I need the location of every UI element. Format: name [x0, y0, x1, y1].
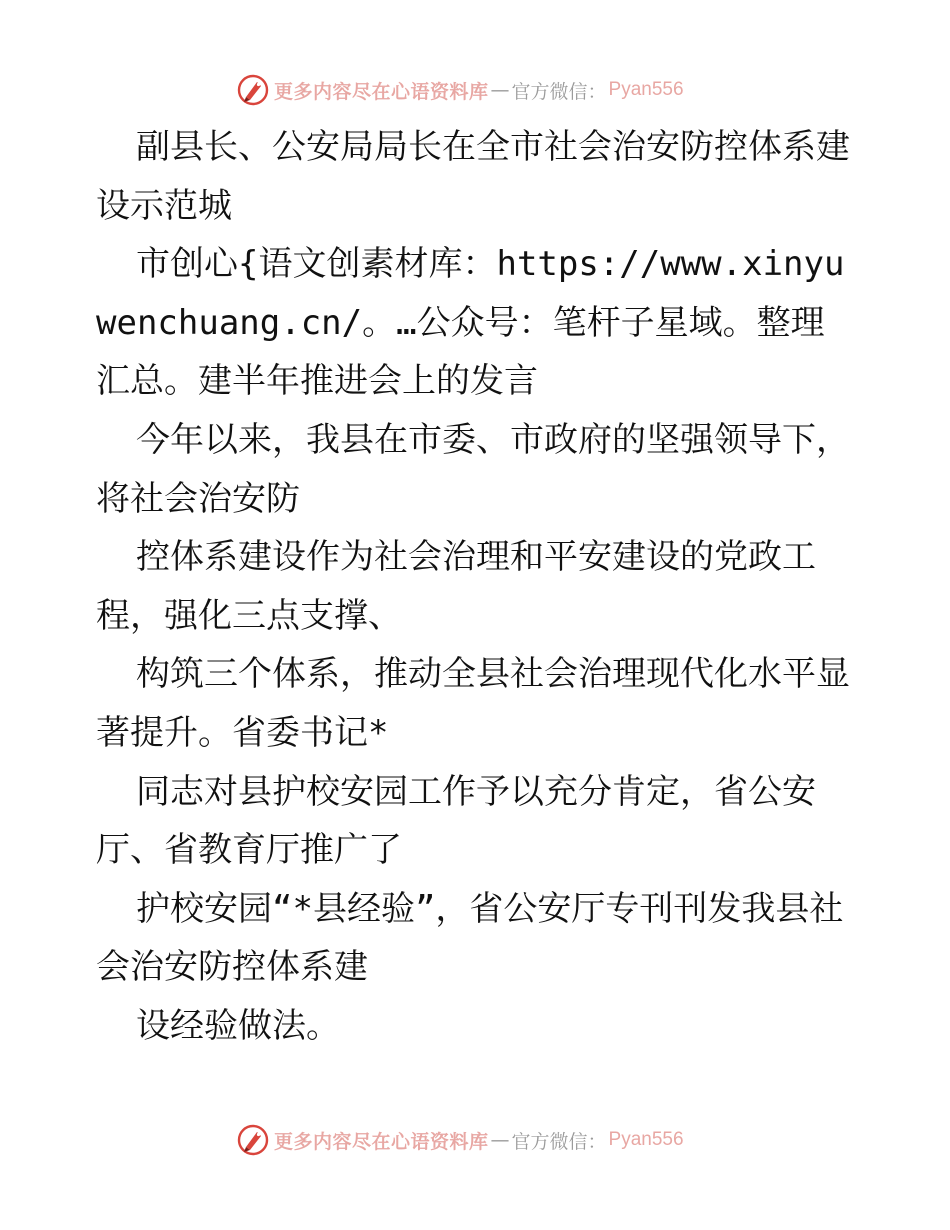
- paragraph: 同志对县护校安园工作予以充分肯定，省公安厅、省教育厅推广了: [96, 771, 816, 871]
- watermark-slogan: 更多内容尽在心语资料库: [274, 1130, 489, 1153]
- watermark-banner-top: [236, 70, 684, 110]
- pen-nib-logo-icon: [236, 73, 270, 107]
- document-body: [96, 118, 856, 1056]
- watermark-wechat-id: Pyan556: [608, 1129, 684, 1150]
- paragraph: 今年以来，我县在市委、市政府的坚强领导下，将社会治安防: [96, 419, 850, 519]
- paragraph: 护校安园“*县经验”，省公安厅专刊刊发我县社会治安防控体系建: [96, 888, 844, 988]
- paragraph: 市创心{语文创素材库：https://www.xinyuwenchuang.cn/。…公众号：笔杆子星域。整理汇总。建半年推进会上的发言: [96, 244, 845, 402]
- paragraph: 构筑三个体系，推动全县社会治理现代化水平显著提升。省委书记*: [96, 654, 850, 753]
- paragraph: 副县长、公安局局长在全市社会治安防控体系建设示范城: [96, 127, 850, 226]
- watermark-wechat-label: 官方微信：: [511, 80, 607, 103]
- watermark-slogan: 更多内容尽在心语资料库: [274, 80, 489, 103]
- watermark-dash: —: [490, 1129, 510, 1151]
- watermark-wechat-id: Pyan556: [608, 79, 684, 100]
- pen-nib-logo-icon: [236, 1123, 270, 1157]
- watermark-wechat-label: 官方微信：: [511, 1130, 607, 1153]
- watermark-dash: —: [490, 79, 510, 101]
- paragraph: 设经验做法。: [136, 1005, 340, 1046]
- paragraph: 控体系建设作为社会治理和平安建设的党政工程，强化三点支撑、: [96, 537, 816, 636]
- watermark-banner-bottom: [236, 1120, 684, 1160]
